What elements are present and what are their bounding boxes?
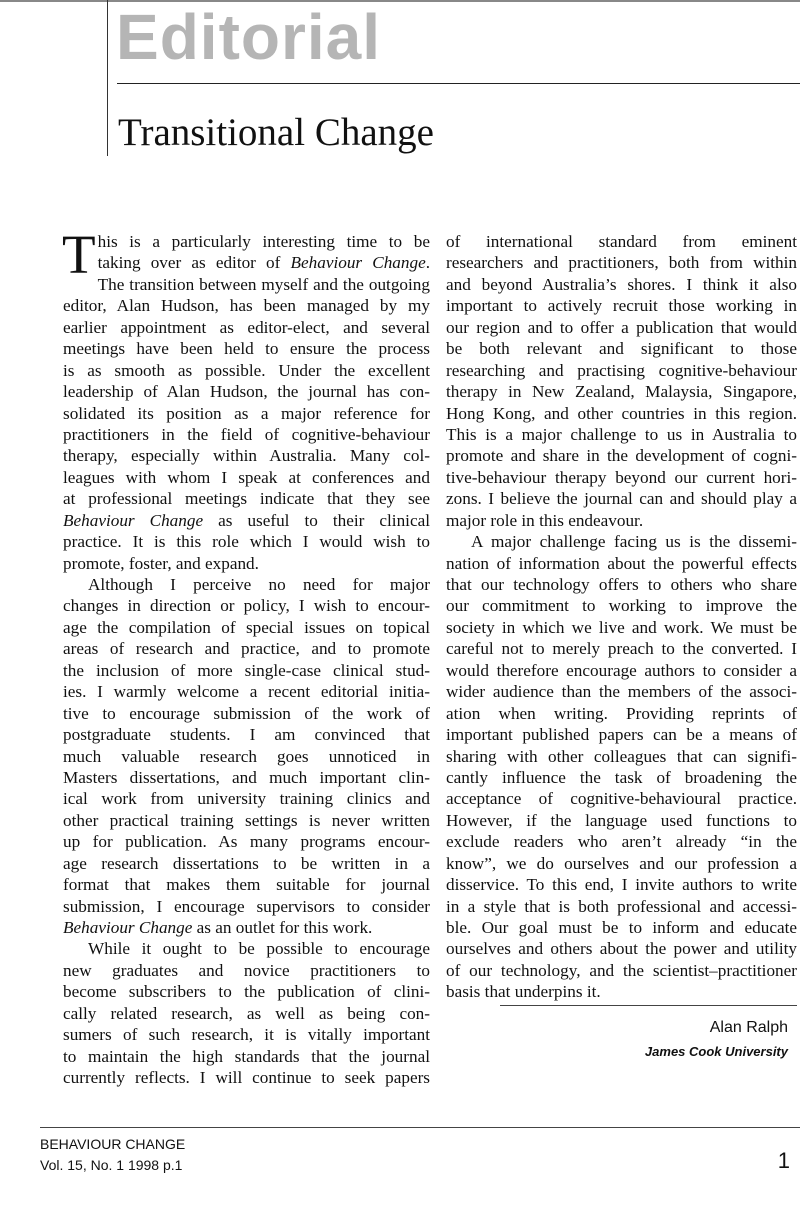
text-line [63,810,430,831]
text-segment: postgraduate students. I am convinced that [63,725,430,745]
text-segment: of international standard from eminent [446,232,797,251]
text-segment: know”, we do ourselves and our profession a [446,853,797,873]
journal-title-italic: Behaviour Change [63,918,193,937]
text-line [446,638,797,659]
text-segment: zons. I believe the journal can and should play a [446,489,797,509]
text-line [63,488,430,509]
text-segment: ation when writing. Providing reprints of [446,703,797,723]
article-title: Transitional Change [118,111,434,154]
text-segment: However, if the language used functions to [446,810,797,830]
text-line [63,338,430,359]
text-line [446,360,797,381]
text-line [446,853,797,874]
text-line [446,660,797,681]
text-segment: sumers of such research, it is vitally important [63,1025,430,1045]
text-segment: Although I perceive no need for major [88,575,430,594]
text-line [446,981,797,1002]
text-line [63,295,430,316]
text-line [63,896,430,917]
text-segment: would therefore encourage authors to consider a [446,660,797,680]
text-line [63,574,430,595]
text-line [446,831,797,852]
left-column [62,224,430,1089]
text-line [63,274,430,295]
text-segment: age research dissertations to be written in a [63,853,430,873]
text-line [63,531,430,552]
text-segment: new graduates and novice practitioners to [63,960,430,980]
text-line [63,724,430,745]
header-rule [117,83,800,84]
text-segment: areas of research and practice, and to promote [63,639,430,659]
footer-rule [40,1127,800,1128]
text-line [63,638,430,659]
text-line [446,510,797,531]
text-segment: wider audience than the members of the associ- [446,682,797,702]
text-line [446,960,797,981]
text-segment: our region and to offer a publication that would [446,317,797,337]
text-segment: at professional meetings indicate that they see [63,489,430,509]
text-segment: practitioners in the field of cognitive-behaviour [63,424,430,444]
header-vertical-rule [107,0,108,156]
text-segment: to maintain the high standards that the journal [63,1046,430,1066]
text-segment: cantly influence the task of broadening the [446,767,797,787]
text-line [63,874,430,895]
text-segment: tive to encourage submission of the work of [63,703,430,723]
text-line [446,445,797,466]
text-segment: Masters dissertations, and much important clin- [63,767,430,787]
text-segment: While it ought to be possible to encourage [88,939,430,959]
text-line [63,510,430,531]
author-affiliation: James Cook University [644,1044,788,1059]
text-segment: up for publication. As many programs encour- [63,832,430,852]
text-segment: his is a particularly interesting time to be [97,232,430,251]
text-line [63,831,430,852]
text-line [446,874,797,895]
text-segment: society in which we live and work. We must be [446,617,797,637]
text-line [446,317,797,338]
text-line [446,231,797,252]
text-segment: ourselves and others about the power and utility [446,939,797,959]
text-line [63,938,430,959]
text-segment: as useful to their clinical [203,510,430,530]
text-segment: major role in this endeavour. [446,510,644,530]
text-segment: and beyond Australia’s shores. I think it also [446,274,797,294]
text-line [63,1024,430,1045]
text-line [63,1003,430,1024]
text-line [446,553,797,574]
text-segment: changes in direction or policy, I wish to encour- [63,596,430,616]
text-segment: the inclusion of more single-case clinical stud- [63,660,430,680]
text-line [63,788,430,809]
text-line [63,681,430,702]
text-line [446,896,797,917]
text-line [63,231,430,252]
text-segment: is as smooth as possible. Under the excellent [63,360,430,380]
text-line [63,617,430,638]
text-line [63,445,430,466]
text-line [63,767,430,788]
text-line [446,488,797,509]
text-line [63,960,430,981]
text-segment: be both relevant and significant to those [446,339,797,359]
text-line [63,553,430,574]
text-segment: solidated its position as a major reference for [63,403,430,423]
text-line [63,252,430,273]
text-segment: ies. I warmly welcome a recent editorial initia- [63,682,430,702]
author-name: Alan Ralph [709,1019,788,1036]
text-segment: ble. Our goal must be to inform and educate [446,918,797,937]
text-line [446,767,797,788]
text-segment: sharing with other colleagues that can signifi- [446,746,797,766]
text-segment: submission, I encourage supervisors to consider [63,896,430,916]
text-segment: important published papers can be a means of [446,725,797,745]
text-segment: important to actively recruit those working in [446,296,797,316]
text-line [446,274,797,295]
page-number: 1 [777,1148,790,1173]
right-column [446,231,797,1003]
text-segment: ical work from university training clinics and [63,789,430,809]
text-line [63,746,430,767]
text-segment: editor, Alan Hudson, has been managed by my [63,296,430,316]
text-line [63,1067,430,1088]
text-line [446,338,797,359]
text-segment: careful not to merely preach to the converted. I [446,639,797,659]
section-label: Editorial [116,1,382,73]
text-segment: . [425,253,430,273]
text-segment: in a style that is both professional and accessi- [446,896,797,916]
text-line [446,681,797,702]
text-line [446,381,797,402]
text-segment: researchers and practitioners, both from within [446,253,797,273]
text-segment: nation of information about the powerful effects [446,553,797,573]
text-line [63,703,430,724]
text-segment: A major challenge facing us is the dissemi- [471,532,797,552]
journal-title-italic: Behaviour Change [290,253,426,273]
text-segment: This is a major challenge to us in Australia to [446,424,797,444]
text-segment: acceptance of cognitive-behavioural practice. [446,789,797,809]
volume-info: Vol. 15, No. 1 1998 p.1 [40,1157,183,1173]
drop-cap: T [62,224,96,285]
text-line [446,724,797,745]
text-line [63,853,430,874]
text-segment: other practical training settings is never written [63,810,430,830]
text-line [63,381,430,402]
text-segment: currently reflects. I will continue to seek papers [63,1068,430,1088]
text-line [446,788,797,809]
text-segment: promote and share in the development of cogni- [446,446,797,466]
text-line [446,938,797,959]
text-segment: exclude readers who aren’t already “in the [446,832,797,852]
text-segment: leagues with whom I speak at conferences and [63,467,430,487]
text-line [63,467,430,488]
text-segment: disservice. To this end, I invite authors to write [446,875,797,895]
text-segment: become subscribers to the publication of clini- [63,982,430,1002]
text-line [63,595,430,616]
text-segment: taking over as editor of [97,253,291,273]
text-segment: therapy in New Zealand, Malaysia, Singapore, [446,382,797,402]
text-line [446,703,797,724]
text-line [446,467,797,488]
text-segment: cally related research, as well as being con- [63,1003,430,1023]
text-segment: format that makes them suitable for journal [63,875,430,895]
text-segment: tive-behaviour therapy beyond our current hori- [446,467,797,487]
text-line [446,595,797,616]
text-line [446,617,797,638]
text-segment: Hong Kong, and other countries in this region. [446,403,797,423]
text-segment: researching and practising cognitive-behaviour [446,360,797,380]
text-segment: promote, foster, and expand. [63,553,259,573]
text-line [446,403,797,424]
text-line [446,574,797,595]
text-line [446,746,797,767]
text-line [63,917,430,938]
text-line [63,981,430,1002]
text-line [63,1046,430,1067]
text-segment: age the compilation of special issues on topical [63,617,430,637]
text-line [446,295,797,316]
text-line [63,660,430,681]
text-segment: as an outlet for this work. [192,918,373,937]
text-line [446,252,797,273]
text-segment: therapy, especially within Australia. Many col- [63,446,430,466]
text-line [63,360,430,381]
text-segment: our commitment to working to improve the [446,596,797,616]
signature-rule [500,1005,797,1006]
text-segment: that our technology offers to others who share [446,575,797,594]
journal-name: BEHAVIOUR CHANGE [40,1136,186,1152]
text-segment: meetings have been held to ensure the process [63,339,430,359]
text-segment: of our technology, and the scientist–practitioner [446,960,797,980]
journal-title-italic: Behaviour Change [63,510,204,530]
text-line [446,424,797,445]
text-line [446,810,797,831]
text-segment: basis that underpins it. [446,982,601,1002]
text-line [63,424,430,445]
text-segment: The transition between myself and the outgoing [97,274,430,294]
text-segment: earlier appointment as editor-elect, and several [63,317,430,337]
text-segment: leadership of Alan Hudson, the journal has con- [63,382,430,402]
text-segment: much valuable research goes unnoticed in [63,746,430,766]
text-line [446,531,797,552]
text-line [63,317,430,338]
text-segment: practice. It is this role which I would wish to [63,532,430,552]
text-line [63,403,430,424]
text-line [446,917,797,938]
